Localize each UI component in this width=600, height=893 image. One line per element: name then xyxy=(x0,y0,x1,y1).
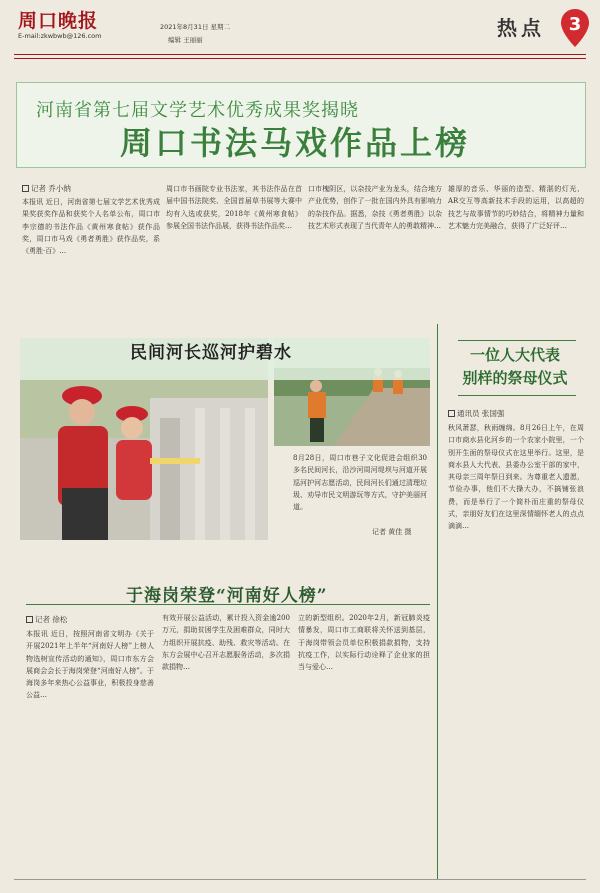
sidebar-title-line-1: 一位人大代表 xyxy=(469,346,560,364)
sidebar-title xyxy=(440,344,590,390)
header-rule xyxy=(14,54,586,55)
lead-headline: 周口书法马戏作品上榜 xyxy=(120,124,471,162)
sidebar-byline: 通讯员 张国强 xyxy=(448,408,504,419)
lead-column-4: 雄厚的音乐、华丽的造型、精湛的灯光、AR交互等高新技术手段的运用，以高超的技艺与故事情节的巧妙结合，将精神力量和艺术魅力完美融合，获得了广泛好评… xyxy=(448,185,584,230)
river-title: 民间河长巡河护碧水 xyxy=(130,343,292,363)
hero-byline: 记者 徐松 xyxy=(26,614,67,625)
byline-box-icon xyxy=(22,185,29,192)
newspaper-logo: 周口晚报 xyxy=(18,10,99,32)
river-caption: 8月28日，周口市巷子文化促进会组织30多名民间河长，沿沙河周河堤坝与河道开展巡河护河志愿活动，民间河长们通过清理垃圾、劝导市民文明游玩等方式，守护美丽河道。 xyxy=(293,454,427,512)
lead-subhead: 河南省第七届文学艺术优秀成果奖揭晓 xyxy=(36,100,359,121)
editor-credit: 编辑 王丽丽 xyxy=(168,36,203,44)
sidebar-divider xyxy=(437,324,438,879)
section-title: 热点 xyxy=(497,16,545,40)
sidebar-rule-top xyxy=(458,340,576,341)
byline-box-icon xyxy=(26,616,33,623)
sidebar-rule-bottom xyxy=(458,395,576,396)
issue-date: 2021年8月31日 星期二 xyxy=(160,23,231,31)
hero-column-1: 本报讯 近日，按照河南省文明办《关于开展2021年上半年“河南好人榜”上榜人物选树宣传活动的通知》，周口市东方会展商会会长于海岗荣登“河南好人榜”。于海岗多年来热心公益事业，积极投身慈善公益… xyxy=(26,630,154,700)
page-number-badge xyxy=(560,8,590,48)
lead-byline: 记者 乔小纳 xyxy=(22,183,71,194)
header-rule-thin xyxy=(14,58,586,59)
byline-box-icon xyxy=(448,410,455,417)
river-photo-credit: 记者 黄佳 摄 xyxy=(372,528,412,536)
lead-column-2: 周口市书画院专业书法家，其书法作品在首届中国书法院奖、全国首届草书展等大赛中均有入选或获奖，2018年《黄州寒食帖》参展全国书法作品展，获得书法作品奖… xyxy=(166,185,302,230)
hero-column-3: 立的新型组织。2020年2月，新冠肺炎疫情暴发，周口市工商联将关怀送到基层，于海岗带领会员单位积极捐款捐物，支持抗疫工作，以实际行动诠释了企业家的担当与爱心… xyxy=(298,614,430,672)
sidebar-body: 秋风萧瑟，秋雨缠绵。8月26日上午，在周口市商水县化河乡的一个农家小院里，一个别开生面的祭母仪式在这里举行。这里，是商水县人大代表、县委办公室干部的家中，其母亲三周年祭日到来。为尊重老人遗愿，节俭办事，他们不大操大办，不搞铺张浪费，而是举行了一个简朴而庄重的祭母仪式，亲朋好友们在这里深情缅怀老人的点点滴滴… xyxy=(448,424,584,531)
lead-column-1: 本报讯 近日，河南省第七届文学艺术优秀成果奖获奖作品和获奖个人名单公布，周口市李宗德的书法作品《黄州寒食帖》获作品奖，周口市马戏《勇者勇胜》获作品奖，系《勇胜·百》… xyxy=(22,198,160,256)
footer-rule xyxy=(14,879,586,880)
hero-rule xyxy=(26,604,430,605)
page-number: 3 xyxy=(568,14,582,35)
hero-headline: 于海岗荣登“河南好人榜” xyxy=(126,586,328,606)
lead-column-3: 口市槐阴区，以杂技产业为龙头，结合地方产业优势，创作了一批在国内外具有影响力的杂技作品。据悉，杂技《勇者勇胜》以杂技艺术形式表现了当代青年人的勇敢精神… xyxy=(308,185,442,230)
email-address: E-mail:zkwbwb@126.com xyxy=(18,32,102,40)
sidebar-title-line-2: 别样的祭母仪式 xyxy=(462,369,568,387)
hero-column-2: 有效开展公益活动，累计投入资金逾200万元，捐助贫困学生及困难群众，同时大力组织开展抗疫、助残、救灾等活动。在东方会展中心召开志愿服务活动，多次捐款捐物… xyxy=(162,614,290,672)
masthead xyxy=(0,0,600,72)
